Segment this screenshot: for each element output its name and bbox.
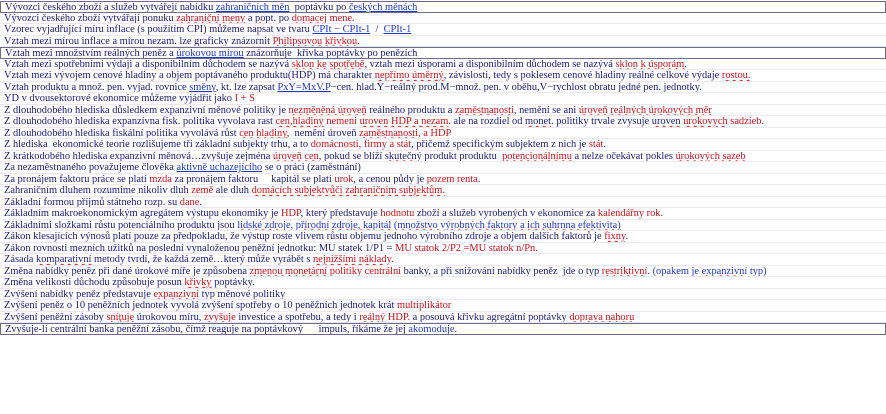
text-segment: PxY=MxV.P <box>277 81 331 93</box>
text-line <box>0 289 886 301</box>
text-segment: HDP. <box>385 311 411 323</box>
text-segment: Zákon rovnosti mezních užitků na poslední vynaloženou peněžní jednotku: MU statek 1/P1 = <box>4 242 396 254</box>
text-line <box>0 220 886 232</box>
text-line <box>0 277 886 289</box>
text-segment: Zvýšení peněžní zásoby <box>4 311 107 323</box>
text-segment: kalendářny rok. <box>597 208 664 219</box>
text-segment: rostou. <box>721 70 751 81</box>
text-segment: Změna velikosti důchodu způsobuje posun <box>4 277 185 288</box>
text-segment: zaměstnanosti <box>359 127 419 139</box>
text-segment: reálný <box>359 311 386 323</box>
text-segment: komparativní <box>36 254 92 265</box>
text-segment: −cen. hlad.Y−reálný prod.M−množ. pen. v oběhu,V−rychlost obratu jedné pen. jednotky. <box>330 81 702 93</box>
text-segment: a posouvá křivku agregátní poptávky <box>410 311 570 323</box>
text-segment: Vztah mezi množstvím reálných peněz a <box>5 48 177 59</box>
text-segment: reálného produktu a <box>366 104 456 116</box>
text-segment: , a HDP <box>418 127 452 139</box>
text-line <box>0 47 886 59</box>
text-segment: HDP <box>281 208 301 219</box>
text-line <box>0 59 886 71</box>
text-segment: mzda <box>149 173 172 185</box>
text-line <box>0 254 886 266</box>
text-segment: úroveň cen <box>272 150 319 162</box>
text-segment: restriktivní <box>601 265 648 277</box>
text-segment: cen hladiny <box>239 127 287 139</box>
text-segment: , a cenou půdy je <box>353 173 427 185</box>
text-segment: , pokud se blíží <box>318 150 385 162</box>
text-segment: Zahraničním dluhem rozumíme nikoliv dluh <box>4 185 192 196</box>
text-segment: ale dluh <box>213 185 252 196</box>
text-segment: Z hlediska ekonomické teorie rozlišujeme tři základní subjekty trhu, a to <box>4 139 311 150</box>
text-segment: sníţuje <box>106 311 135 323</box>
text-line <box>0 266 886 278</box>
text-segment: Zvýšení nabídky peněz představuje <box>4 288 154 300</box>
text-segment: uroven HDP a nezam <box>359 116 449 127</box>
text-segment: Za pronájem faktoru práce se platí <box>4 173 150 185</box>
text-segment: , přičemž specifickým subjektem z nich je <box>411 139 589 150</box>
text-segment: Zákon klesajících výnosů platí pouze za předpokladu, že výstup roste vlivem růstu objemu jednoho výrobního zdroje a objem dalších faktorů je <box>4 231 605 242</box>
text-segment: , závislosti, tedy s poklesem cenové hladiny reálné celkové výdaje <box>443 70 722 81</box>
text-line <box>0 197 886 209</box>
text-segment: . <box>625 231 629 242</box>
text-segment: metody tvrdí, že každá země…který může vyrábět s <box>91 254 314 265</box>
text-line <box>0 70 886 82</box>
text-segment: . po <box>273 12 292 24</box>
text-segment: směny <box>189 81 216 93</box>
text-segment: YD v dvousektorové ekonomice můžeme vyjádřit jako <box>4 93 235 104</box>
text-segment: úrokovou míru, <box>134 311 204 323</box>
text-segment: zvyšuje <box>204 311 236 323</box>
text-segment: domácích subjektvůči zahraničním subjektům. <box>251 185 445 196</box>
text-segment: Z krátkodobého hlediska expanzivní měnová…zvyšuje zejména <box>4 150 273 162</box>
text-segment: doprava nahoru <box>569 311 635 323</box>
text-segment: země <box>191 185 214 196</box>
text-segment: Vývozci českého zboží a služeb vytvářejí nabídku <box>5 2 216 13</box>
text-segment: domácnosti, firmy a stát <box>310 139 412 150</box>
text-line <box>0 300 886 312</box>
text-segment: I + S <box>234 93 255 104</box>
text-segment: typ měnové politiky <box>199 288 286 300</box>
text-line <box>0 243 886 255</box>
text-segment: urokovych <box>683 116 728 127</box>
text-segment: Vztah produktu a množ. pen. vyjad. rovnice <box>4 81 190 93</box>
text-line <box>0 185 886 197</box>
text-segment: za pronájem faktoru kapitál se platí <box>171 173 335 185</box>
text-segment: fixny <box>604 231 626 242</box>
text-line <box>0 1 886 13</box>
text-segment: sklon k úsporám <box>615 58 685 70</box>
text-segment: . ale na rozdiel od <box>448 116 526 127</box>
text-segment: MU statok 2/P2 =MU statok n/Pn. <box>395 242 538 254</box>
text-line <box>0 208 886 220</box>
text-segment: zaměstnanosti <box>455 104 514 116</box>
text-line <box>0 128 886 140</box>
text-segment: se o práci (zaměstnání) <box>262 162 361 173</box>
text-segment: Philipsovou křivkou. <box>272 35 360 47</box>
text-segment: mene. <box>326 12 355 24</box>
text-segment: CPIt − CPIt-1 <box>312 24 371 35</box>
text-segment: českých měnách <box>348 2 418 13</box>
text-line <box>0 82 886 94</box>
hyperlink-text[interactable]: aktivně uchazejícího <box>176 162 263 173</box>
text-segment: a <box>245 12 256 24</box>
text-line <box>0 105 886 117</box>
text-segment: nepřímo úměrný <box>374 70 444 81</box>
text-segment: Vývozci českého zboží vytvářají ponuku <box>4 12 177 24</box>
text-segment: a nelze očekávat pokles <box>571 150 676 162</box>
text-segment: potencionálnímu <box>502 150 572 162</box>
text-line <box>0 231 886 243</box>
text-segment: stát <box>588 139 604 150</box>
text-segment: uroven <box>651 116 681 127</box>
text-segment: . <box>477 173 481 185</box>
text-segment: monet <box>525 116 552 127</box>
text-segment: poptávky. <box>211 277 255 288</box>
text-line <box>0 24 886 36</box>
text-line <box>0 162 886 174</box>
text-segment: křivky <box>184 277 212 288</box>
text-segment: hodnotu <box>380 208 415 219</box>
text-segment: sklon ke spotřebě <box>291 58 365 70</box>
text-segment: expanzivní <box>153 288 200 300</box>
text-segment: akomoduje <box>408 324 455 335</box>
text-segment: Vztah mezi vývojem cenové hladiny a objem poptávaného produktu(HDP) má charakter <box>4 70 375 81</box>
text-segment: Zvýšení peněz o 10 peněžních jednotek vyvolá zvýšení spotřeby o 10 peněžních jednotek krát <box>4 300 397 311</box>
text-segment: Z dlouhodobého hlediska expanzívna fisk. politika vyvolava rast <box>4 116 276 127</box>
text-segment: zmenou monetární <box>249 265 328 277</box>
text-segment: zboží a služeb vyrobených v ekonomice za <box>414 208 598 219</box>
text-line <box>0 36 886 48</box>
text-segment: produkt produktu <box>421 150 503 162</box>
text-segment: Vztah mezi spotřebními výdaji a disponibilním důchodem se nazývá <box>4 58 292 70</box>
text-segment: typ) <box>747 265 767 277</box>
text-segment: , nemění úroveň <box>286 127 360 139</box>
text-segment: banky, a při snižování nabídky peněz jde o typ <box>401 265 602 277</box>
text-segment: dane <box>179 196 200 208</box>
text-segment: expanzivní <box>701 265 748 277</box>
text-segment: . <box>603 139 606 150</box>
text-segment: úroveň reálných úrokových měr <box>578 104 712 116</box>
text-segment: Změna nabídky peněz při dané úrokové míře je způsobena <box>4 265 250 277</box>
text-segment: Vztah mezi mírou inflace a mírou nezam. lze graficky znázornit <box>4 35 273 47</box>
text-segment: Základní formou příjmů státneho rozp. su <box>4 196 180 208</box>
text-segment: multiplikátor <box>397 300 452 311</box>
text-segment: sadzieb. <box>727 116 765 127</box>
text-segment: zahraniční meny <box>176 12 246 24</box>
text-segment: Základním makroekonomickým agregátem výstupu ekonomiky je <box>4 208 282 219</box>
text-segment: skutečný <box>384 150 422 162</box>
text-segment: nejnižšími náklady. <box>313 254 394 265</box>
text-segment: cen,hladiny <box>275 116 324 127</box>
text-segment: . politiky trvale zvysuje <box>551 116 652 127</box>
text-segment: Z dlouhodobého hlediska důsledkem expanzivní měnové politiky je <box>4 104 289 116</box>
text-segment: , kt. lze zapsat <box>215 81 278 93</box>
text-segment: . <box>454 324 458 335</box>
text-segment: nemeni <box>323 116 360 127</box>
text-line <box>0 323 886 335</box>
text-segment: Základními složkami růstu potenciálního produktu jsou <box>4 219 238 231</box>
text-segment: Zásada <box>4 254 37 265</box>
text-segment: / <box>370 24 384 35</box>
text-segment: lidské zdroje, přírodní zdroje, kapitál (množstvo výrobných faktory a ich suhrnna efektivita) <box>237 219 621 231</box>
text-segment: . (opakem je <box>647 265 702 277</box>
text-segment: Z dlouhodobého hlediska fiskální politika vyvolává růst <box>4 127 240 139</box>
text-segment: , nemění se ani <box>513 104 579 116</box>
text-segment: Zvyšuje-li centrální banka peněžní zásobu, čímž reaguje na poptávkový impuls, říkáme že jej <box>5 324 409 335</box>
text-line <box>0 13 886 25</box>
text-segment: investice a spotřebu, a tedy i <box>235 311 360 323</box>
text-segment: Vzorec vyjadřující míru inflace (s použitím CPI) můžeme napsat ve tvaru <box>4 24 313 35</box>
text-line <box>0 93 886 105</box>
text-segment: popt <box>255 12 274 24</box>
text-line <box>0 312 886 324</box>
text-line <box>0 174 886 186</box>
text-segment: , který představuje <box>300 208 381 219</box>
text-segment: . <box>199 196 202 208</box>
text-segment: CPIt-1 <box>383 24 412 35</box>
text-line <box>0 139 886 151</box>
text-segment: domacej <box>291 12 327 24</box>
text-segment: urok <box>334 173 354 185</box>
text-segment: zahraničních měn <box>215 2 290 13</box>
text-segment: znázorňuje křivka poptávky po penězích <box>243 48 418 59</box>
text-segment: úrokovou mírou <box>176 48 244 59</box>
text-segment: úrokových sazeb <box>675 150 746 162</box>
text-segment: . <box>684 58 687 70</box>
text-segment: poptávku po <box>289 2 349 13</box>
text-segment: pozem renta <box>426 173 478 185</box>
text-line <box>0 116 886 128</box>
text-segment: nezměněná úroveň <box>288 104 367 116</box>
text-segment: politiky centrální <box>327 265 402 277</box>
text-segment: Za nezaměstnaného považujeme člověka <box>4 162 177 173</box>
text-segment: , vztah mezi úsporami a disponibilním důchodem se nazývá <box>364 58 616 70</box>
text-line <box>0 151 886 163</box>
